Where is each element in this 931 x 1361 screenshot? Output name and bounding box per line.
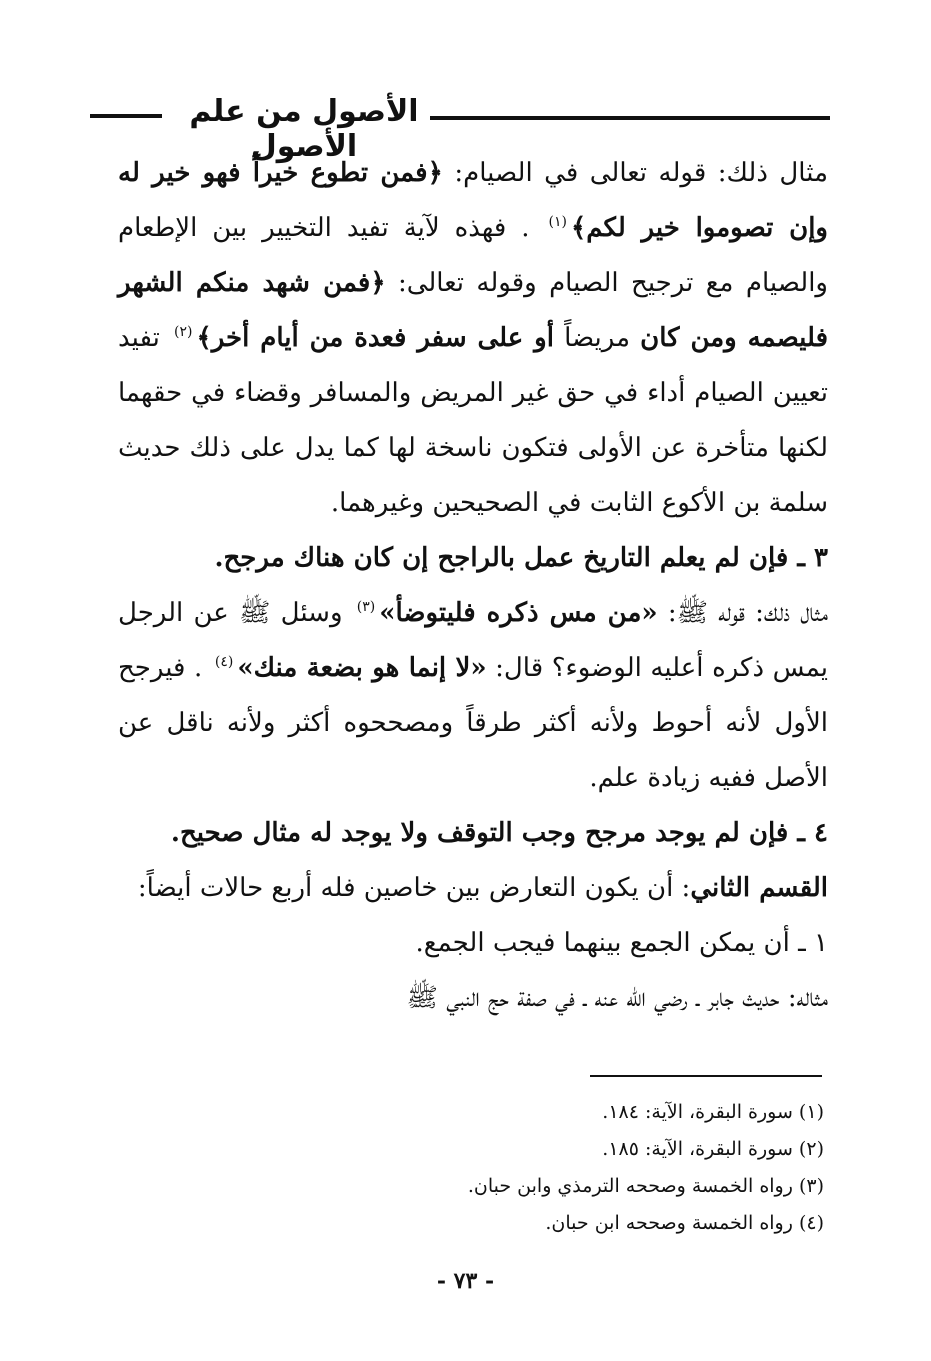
text-run: ١ ـ أن يمكن الجمع بينهما فيجب الجمع. (415, 928, 828, 958)
quran-verse: أو على سفر فعدة من أيام أخر﴾ (196, 323, 554, 353)
paragraph-example-fasting (118, 146, 828, 531)
paragraph-example-wudu (118, 586, 828, 806)
footnote-ref-4: (٤) (214, 654, 234, 671)
footnote-separator (590, 1075, 822, 1077)
hadith-quote: «من مس ذكره فليتوضأ» (379, 598, 658, 628)
footnote-2: (٢) سورة البقرة، الآية: ١٨٥. (602, 1138, 824, 1160)
footnote-3: (٣) رواه الخمسة وصححه الترمذي وابن حبان. (467, 1175, 824, 1197)
footnote-ref-3: (٣) (356, 599, 376, 616)
footnote-ref-2: (٢) (173, 324, 193, 341)
paragraph-section-two (118, 861, 828, 916)
hadith-quote: «لا إنما هو بضعة منك» (237, 653, 487, 683)
header-rule-left (90, 114, 162, 118)
rule-heading: ٣ ـ فإن لم يعلم التاريخ عمل بالراجح إن كان هناك مرجح. (214, 543, 828, 573)
header-title: الأصول من علم الأصول (189, 94, 419, 164)
text-run: . فهذه لآية تفيد التخيير بين الإطعام والصيام مع ترجيح الصيام وقوله تعالى: (118, 213, 828, 298)
text-run: مريضاً (553, 323, 641, 353)
footnote-4: (٤) رواه الخمسة وصححه ابن حبان. (545, 1212, 824, 1234)
text-run: مثال ذلك: قوله تعالى في الصيام: (442, 158, 829, 188)
section-heading: القسم الثاني (690, 873, 828, 903)
paragraph-example-jabir (118, 971, 828, 1026)
text-run: . فيرجح الأول لأنه أحوط ولأنه أكثر طرقاً ومصححوه أكثر ولأنه ناقل عن الأصل ففيه زيادة علم. (118, 653, 828, 793)
paragraph-rule-3 (118, 531, 828, 586)
footnote-1: (١) سورة البقرة، الآية: ١٨٤. (602, 1101, 824, 1123)
running-header (90, 92, 830, 164)
text-run: : أن يكون التعارض بين خاصين فله أربع حالات أيضاً: (137, 873, 691, 903)
paragraph-rule-1 (118, 916, 828, 971)
page-number: - ٧٣ - (436, 1268, 495, 1294)
text-run: مثال ذلك: قوله ﷺ: (657, 598, 829, 628)
quran-verse: ﴿فمن تطوع خيراً فهو خير له وإن تصوموا خير لكم﴾ (118, 158, 828, 243)
quran-verse: ﴿فمن شهد منكم الشهر فليصمه ومن كان (118, 268, 829, 353)
text-run: مثاله: حديث جابر ـ رضي الله عنه ـ في صفة حج النبي ﷺ (406, 983, 828, 1013)
paragraph-rule-4 (118, 806, 828, 861)
text-run: تفيد تعيين الصيام أداء في حق غير المريض والمسافر وقضاء في حقهما لكنها متأخرة عن الأولى فتكون ناسخة لها كما يدل على ذلك حديث سلمة بن الأكوع الثابت في الصحيحين وغيرهما. (118, 323, 828, 518)
rule-heading: ٤ ـ فإن لم يوجد مرجح وجب التوقف ولا يوجد له مثال صحيح. (170, 818, 828, 848)
header-rule-right (430, 116, 830, 120)
main-text (118, 146, 828, 1026)
text-run: وسئل ﷺ عن الرجل يمس ذكره أعليه الوضوء؟ قال: (118, 598, 828, 683)
footnote-ref-1: (١) (548, 214, 567, 231)
footnotes (300, 1094, 824, 1242)
